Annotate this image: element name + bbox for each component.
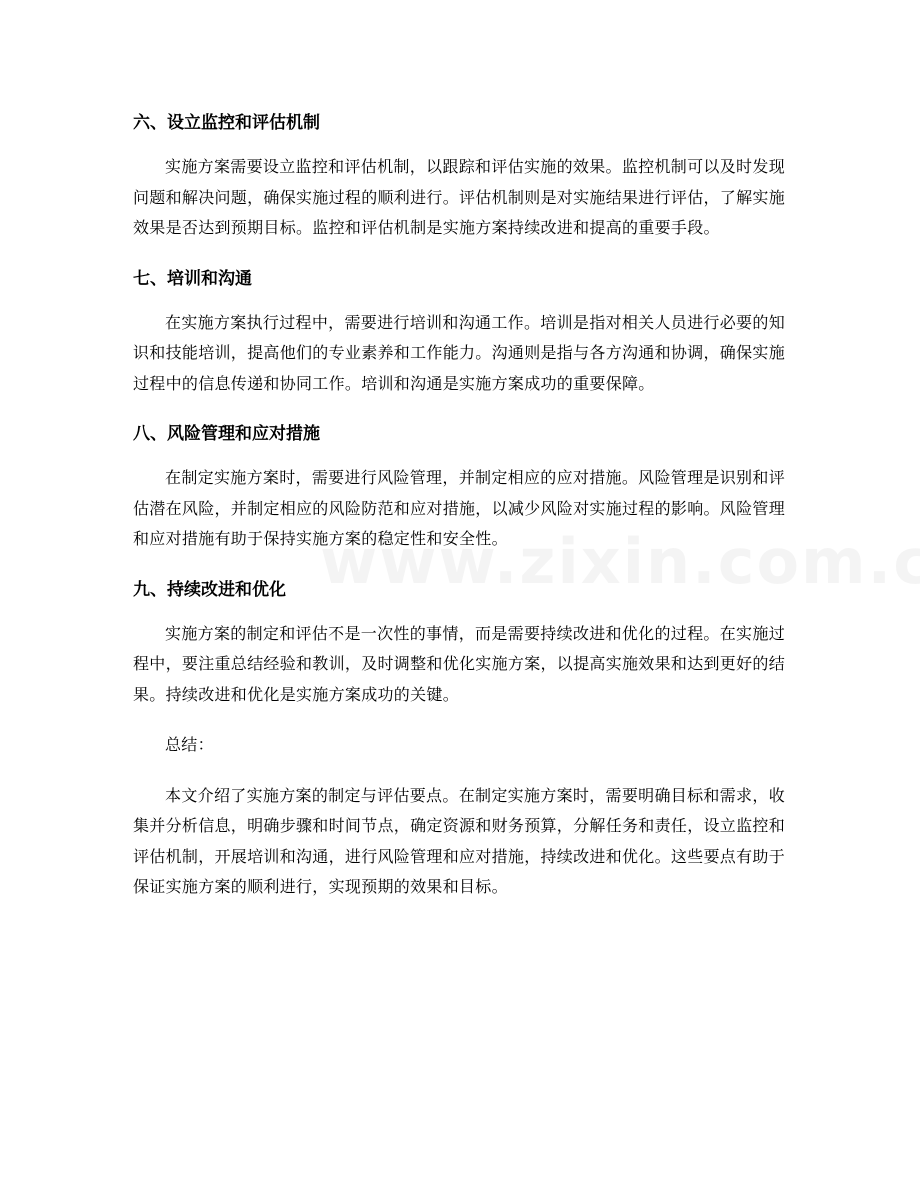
summary-label: 总结： bbox=[165, 735, 214, 754]
section-9 bbox=[133, 575, 785, 711]
document-body bbox=[133, 108, 785, 903]
summary-section bbox=[133, 730, 785, 903]
section-paragraph: 在制定实施方案时，需要进行风险管理，并制定相应的应对措施。风险管理是识别和评估潜在风险，并制定相应的风险防范和应对措施，以减少风险对实施过程的影响。风险管理和应对措施有助于保持实施方案的稳定性和安全性。 bbox=[133, 468, 786, 548]
section-paragraph: 实施方案需要设立监控和评估机制，以跟踪和评估实施的效果。监控机制可以及时发现问题和解决问题，确保实施过程的顺利进行。评估机制则是对实施结果进行评估，了解实施效果是否达到预期目标。监控和评估机制是实施方案持续改进和提高的重要手段。 bbox=[133, 157, 786, 237]
section-heading: 八、风险管理和应对措施 bbox=[133, 424, 320, 444]
section-paragraph: 实施方案的制定和评估不是一次性的事情，而是需要持续改进和优化的过程。在实施过程中，要注重总结经验和教训，及时调整和优化实施方案，以提高实施效果和达到更好的结果。持续改进和优化是实施方案成功的关键。 bbox=[133, 623, 786, 704]
section-6 bbox=[133, 108, 785, 244]
section-heading: 九、持续改进和优化 bbox=[133, 579, 286, 600]
section-heading: 七、培训和沟通 bbox=[133, 268, 252, 289]
section-7 bbox=[133, 264, 785, 400]
section-paragraph: 在实施方案执行过程中，需要进行培训和沟通工作。培训是指对相关人员进行必要的知识和技能培训，提高他们的专业素养和工作能力。沟通则是指与各方沟通和协调，确保实施过程中的信息传递和协同工作。培训和沟通是实施方案成功的重要保障。 bbox=[133, 312, 786, 393]
summary-paragraph: 本文介绍了实施方案的制定与评估要点。在制定实施方案时，需要明确目标和需求，收集并分析信息，明确步骤和时间节点，确定资源和财务预算，分解任务和责任，设立监控和评估机制，开展培训和沟通，进行风险管理和应对措施，持续改进和优化。这些要点有助于保证实施方案的顺利进行，实现预期的效果和目标。 bbox=[133, 785, 786, 896]
section-heading: 六、设立监控和评估机制 bbox=[133, 113, 320, 133]
section-8 bbox=[133, 419, 785, 555]
